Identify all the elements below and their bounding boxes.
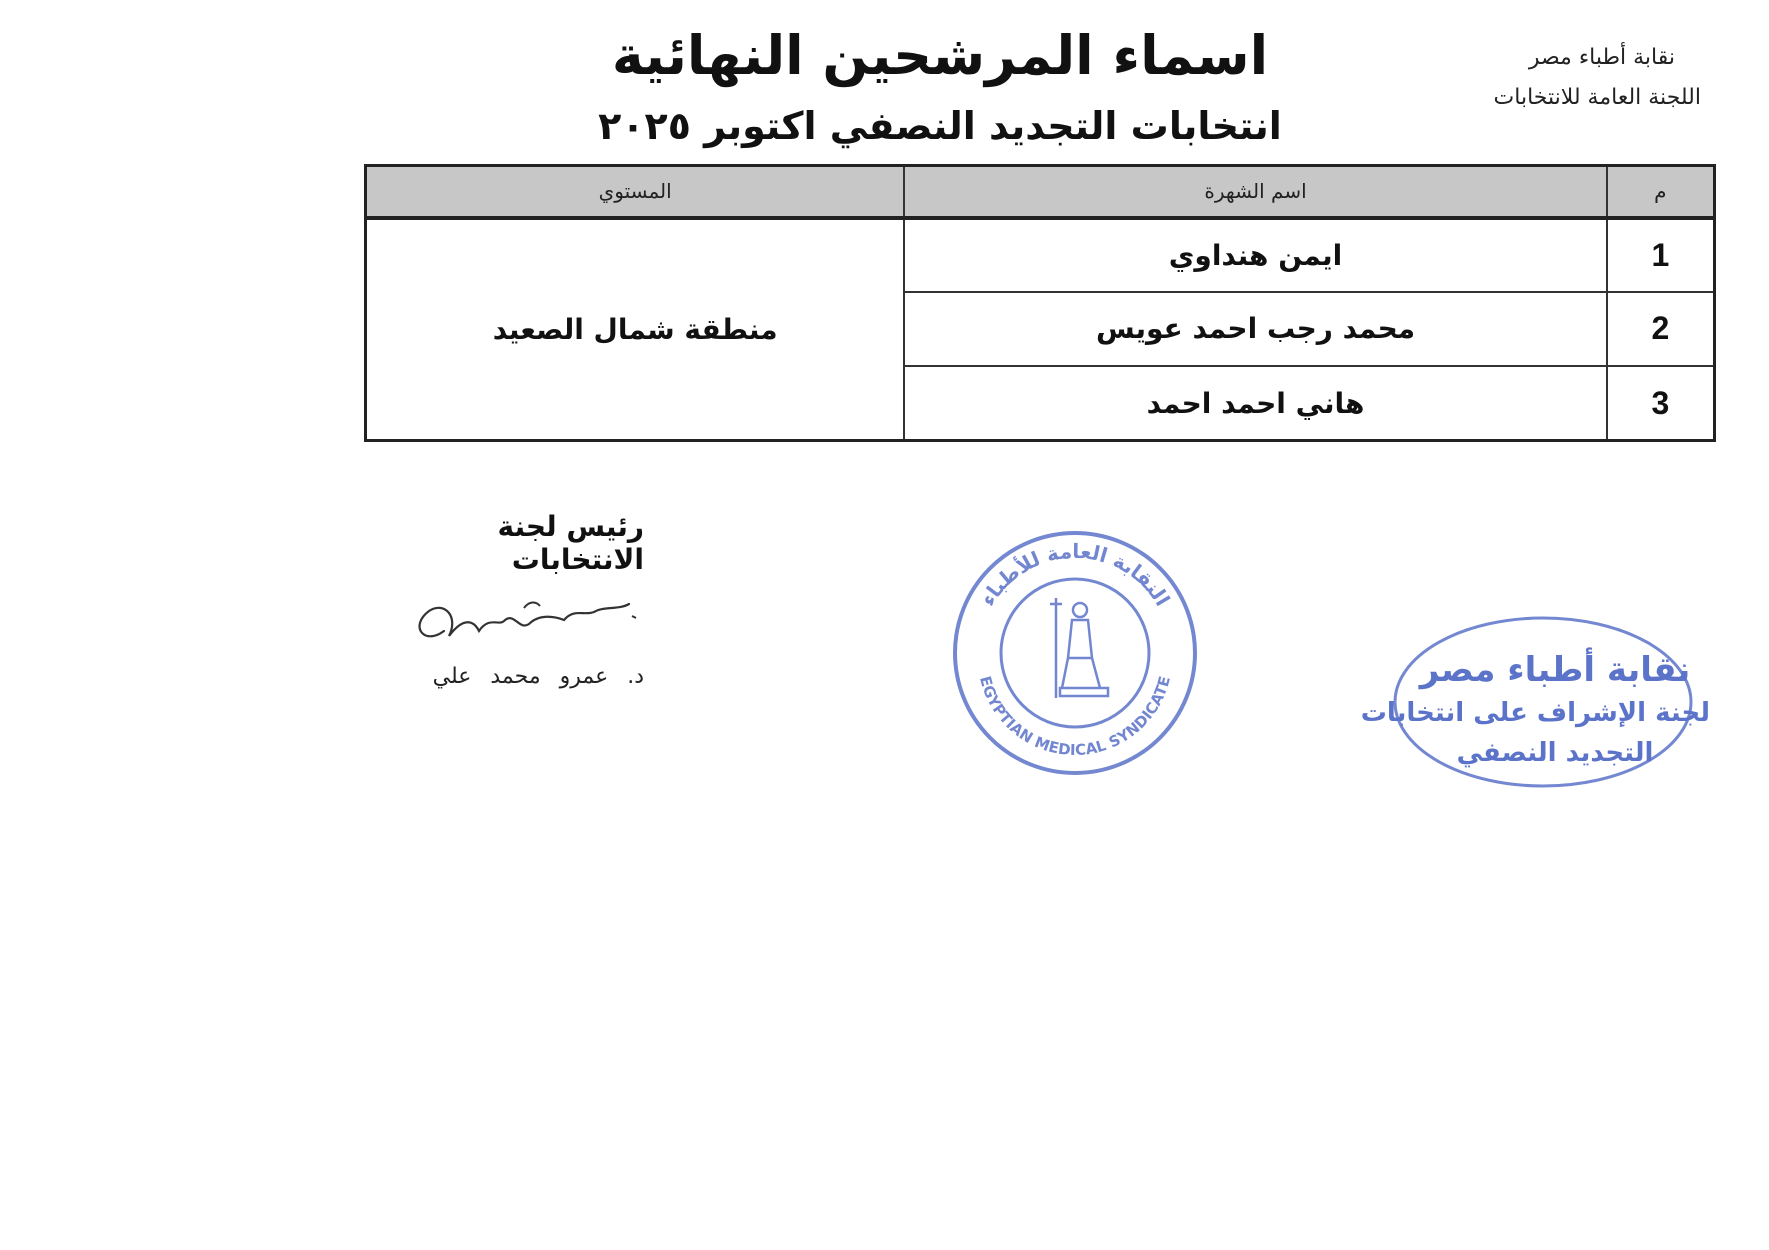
seated-figure-icon bbox=[1050, 598, 1108, 698]
signatory-name: د. عمرو محمد علي bbox=[432, 664, 644, 689]
header-name: اسم الشهرة bbox=[904, 166, 1606, 218]
row-number: 3 bbox=[1607, 366, 1715, 440]
row-number: 2 bbox=[1607, 292, 1715, 366]
svg-text:النقابة العامة للأطباء bbox=[975, 539, 1175, 610]
page-title: اسماء المرشحين النهائية bbox=[611, 24, 1269, 87]
signature-block bbox=[364, 510, 644, 689]
org-name: نقابة أطباء مصر bbox=[1528, 45, 1675, 70]
candidate-level: منطقة شمال الصعيد bbox=[366, 218, 905, 441]
syndicate-seal-stamp bbox=[950, 528, 1200, 778]
header-no: م bbox=[1607, 166, 1715, 218]
oval-stamp-line-3: التجديد النصفي bbox=[1456, 738, 1654, 768]
header-level: المستوي bbox=[366, 166, 905, 218]
page-subtitle: انتخابات التجديد النصفي اكتوبر ٢٠٢٥ bbox=[598, 104, 1282, 148]
candidate-name: هاني احمد احمد bbox=[904, 366, 1606, 440]
candidate-name: ايمن هنداوي bbox=[904, 218, 1606, 292]
oval-stamp-line-1: نقابة أطباء مصر bbox=[1419, 650, 1691, 690]
signature-title: رئيس لجنة الانتخابات bbox=[497, 510, 644, 576]
handwritten-signature bbox=[404, 586, 644, 656]
row-number: 1 bbox=[1607, 218, 1715, 292]
seal-english-text: EGYPTIAN MEDICAL SYNDICATE bbox=[976, 674, 1174, 760]
oval-stamp-line-2: لجنة الإشراف على انتخابات bbox=[1360, 698, 1710, 728]
table-row bbox=[366, 218, 1715, 292]
candidate-name: محمد رجب احمد عويس bbox=[904, 292, 1606, 366]
candidates-table bbox=[364, 164, 1716, 442]
seal-arabic-text: النقابة العامة للأطباء bbox=[975, 538, 1175, 611]
committee-name: اللجنة العامة للانتخابات bbox=[1493, 85, 1701, 110]
table-header bbox=[366, 166, 1715, 218]
organization-header bbox=[1401, 38, 1701, 118]
